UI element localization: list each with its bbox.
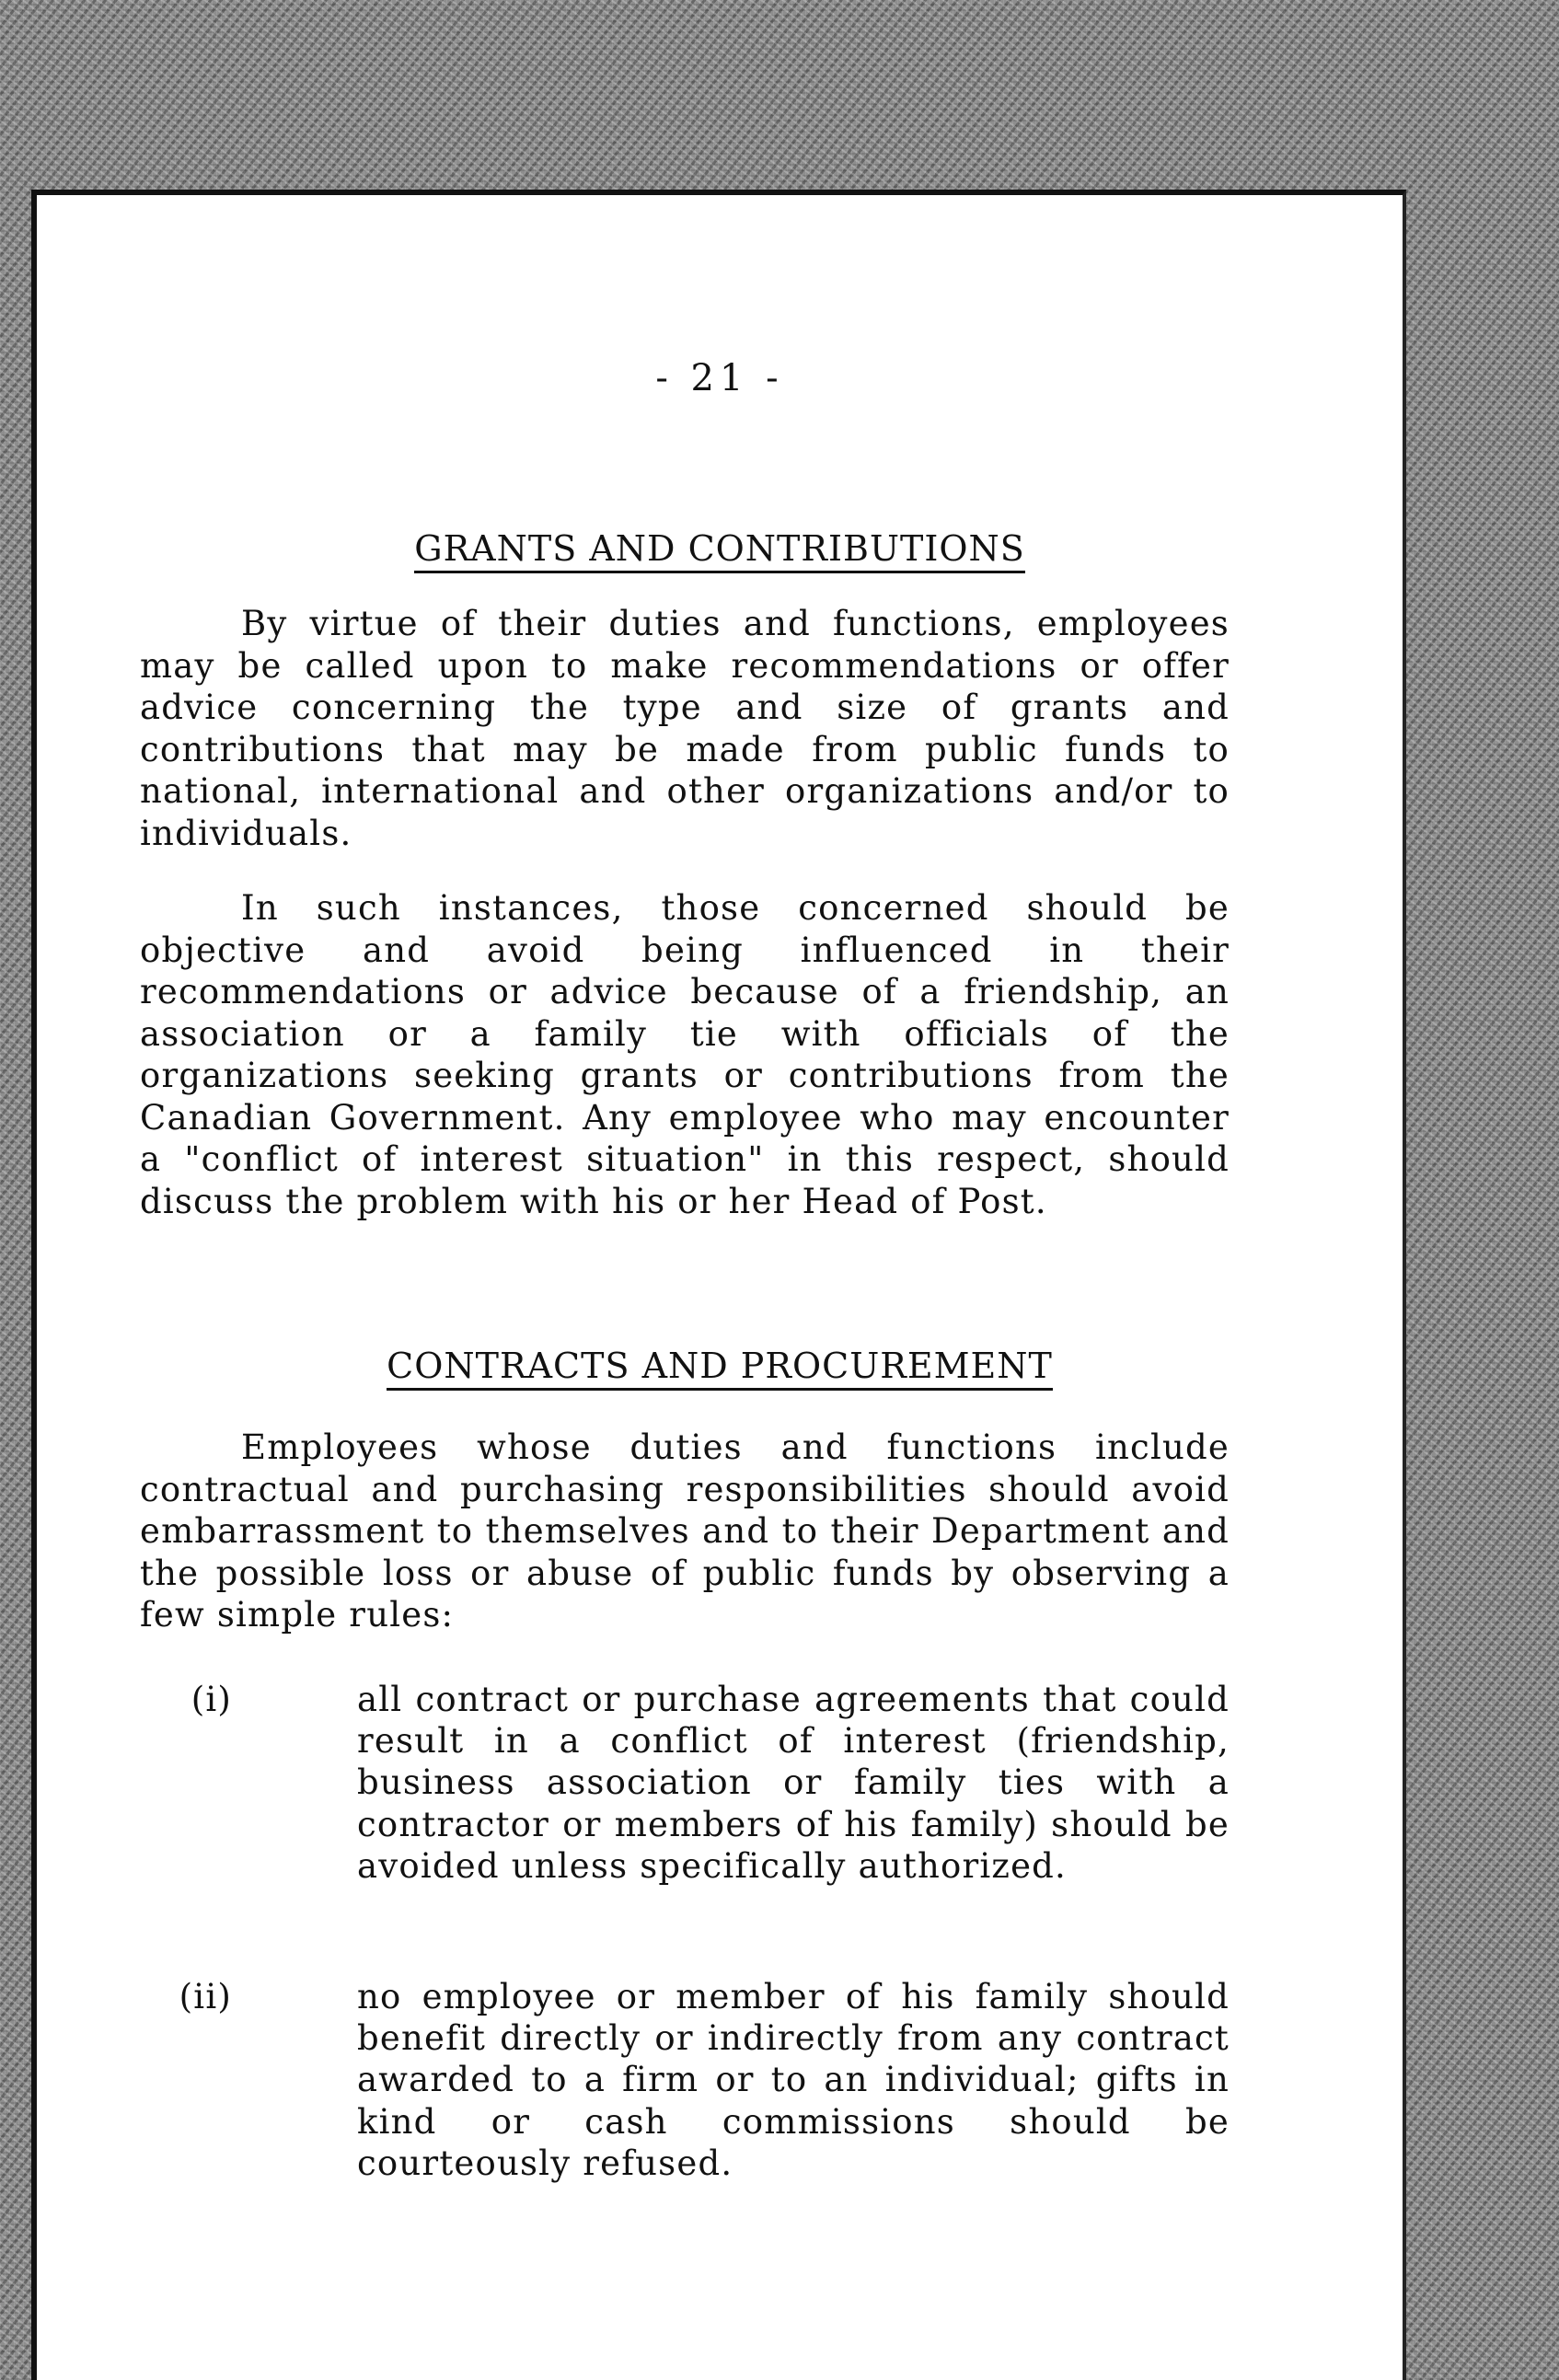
section-heading-grants-text: GRANTS AND CONTRIBUTIONS	[414, 528, 1025, 573]
rule-item-marker: (i)	[191, 1680, 232, 1719]
rule-item-text: all contract or purchase agreements that could result in a conflict of interest (friendship, business association or family ties with a contractor or members of his family) should be avoided unless specifically authorized.	[357, 1680, 1230, 1886]
page-number: - 21 -	[655, 357, 784, 399]
document-page	[31, 190, 1406, 2380]
contracts-paragraph-1: Employees whose duties and functions include contractual and purchasing responsibilities should avoid embarrassment to themselves and to their Department and the possible loss or abuse of public funds by observing a few simple rules:	[140, 1427, 1230, 1635]
rule-item-marker: (ii)	[179, 1977, 232, 2016]
section-heading-grants	[37, 528, 1403, 569]
rule-item-text: no employee or member of his family should benefit directly or indirectly from any contract awarded to a firm or to an individual; gifts in kind or cash commissions should be courteously refused.	[357, 1977, 1230, 2183]
grants-paragraph-2: In such instances, those concerned should be objective and avoid being influenced in their recommendations or advice because of a friendship, an association or a family tie with officials of the organizations seeking grants or contributions from the Canadian Government. Any employee who may encounter a "conflict of interest situation" in this respect, should discuss the problem with his or her Head of Post.	[140, 888, 1230, 1221]
section-heading-contracts	[37, 1346, 1403, 1386]
section-heading-contracts-text: CONTRACTS AND PROCUREMENT	[387, 1346, 1053, 1391]
grants-paragraph-1: By virtue of their duties and functions, employees may be called upon to make recommendations or offer advice concerning the type and size of grants and contributions that may be made from public funds to national, international and other organizations and/or to individuals.	[140, 604, 1230, 853]
